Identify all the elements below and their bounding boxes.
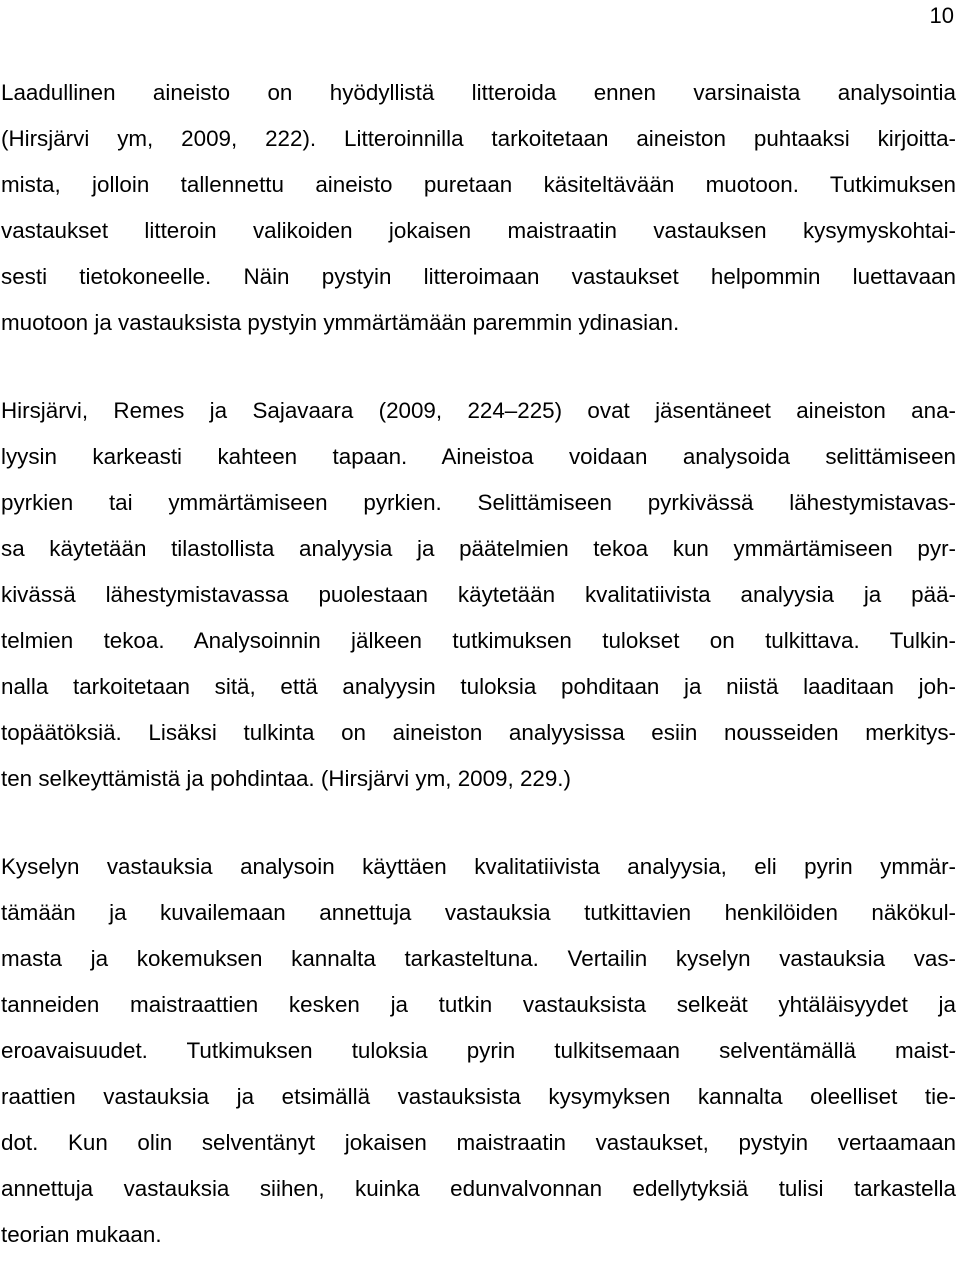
paragraph-analyysi: [1, 388, 956, 802]
document-body: [1, 70, 956, 1258]
text-line: ten selkeyttämistä ja pohdintaa. (Hirsjärvi ym, 2009, 229.): [1, 766, 571, 791]
paragraph-kysely: [1, 844, 956, 1258]
text-line: eroavaisuudet. Tutkimuksen tuloksia pyrin tulkitsemaan selventämällä maist-: [1, 1038, 956, 1063]
text-line: annettuja vastauksia siihen, kuinka edunvalvonnan edellytyksiä tulisi tarkastella: [1, 1176, 956, 1201]
text-line: nalla tarkoitetaan sitä, että analyysin tuloksia pohditaan ja niistä laaditaan joh-: [1, 674, 956, 699]
text-line: kivässä lähestymistavassa puolestaan käytetään kvalitatiivista analyysia ja pää-: [1, 582, 956, 607]
text-line: muotoon ja vastauksista pystyin ymmärtämään paremmin ydinasian.: [1, 310, 680, 335]
text-line: teorian mukaan.: [1, 1222, 162, 1247]
text-line: Kyselyn vastauksia analysoin käyttäen kvalitatiivista analyysia, eli pyrin ymmär-: [1, 854, 956, 879]
paragraph-litterointi: [1, 70, 956, 346]
text-line: telmien tekoa. Analysoinnin jälkeen tutkimuksen tulokset on tulkittava. Tulkin-: [1, 628, 956, 653]
text-line: vastaukset litteroin valikoiden jokaisen maistraatin vastauksen kysymyskohtai-: [1, 218, 956, 243]
text-line: masta ja kokemuksen kannalta tarkasteltuna. Vertailin kyselyn vastauksia vas-: [1, 946, 956, 971]
page-number: 10: [929, 3, 954, 28]
text-line: tämään ja kuvailemaan annettuja vastauksia tutkittavien henkilöiden näkökul-: [1, 900, 956, 925]
text-line: mista, jolloin tallennettu aineisto puretaan käsiteltävään muotoon. Tutkimuksen: [1, 172, 956, 197]
text-line: raattien vastauksia ja etsimällä vastauksista kysymyksen kannalta oleelliset tie-: [1, 1084, 956, 1109]
text-line: pyrkien tai ymmärtämiseen pyrkien. Selittämiseen pyrkivässä lähestymistavas-: [1, 490, 956, 515]
text-line: sesti tietokoneelle. Näin pystyin litteroimaan vastaukset helpommin luettavaan: [1, 264, 956, 289]
text-line: Hirsjärvi, Remes ja Sajavaara (2009, 224–225) ovat jäsentäneet aineiston ana-: [1, 398, 956, 423]
text-line: dot. Kun olin selventänyt jokaisen maistraatin vastaukset, pystyin vertaamaan: [1, 1130, 956, 1155]
text-line: (Hirsjärvi ym, 2009, 222). Litteroinnilla tarkoitetaan aineiston puhtaaksi kirjoitta-: [1, 126, 956, 151]
text-line: sa käytetään tilastollista analyysia ja päätelmien tekoa kun ymmärtämiseen pyr-: [1, 536, 956, 561]
text-line: tanneiden maistraattien kesken ja tutkin vastauksista selkeät yhtäläisyydet ja: [1, 992, 956, 1017]
text-line: lyysin karkeasti kahteen tapaan. Aineistoa voidaan analysoida selittämiseen: [1, 444, 956, 469]
text-line: topäätöksiä. Lisäksi tulkinta on aineiston analyysissa esiin nousseiden merkitys-: [1, 720, 956, 745]
text-line: Laadullinen aineisto on hyödyllistä litteroida ennen varsinaista analysointia: [1, 80, 956, 105]
